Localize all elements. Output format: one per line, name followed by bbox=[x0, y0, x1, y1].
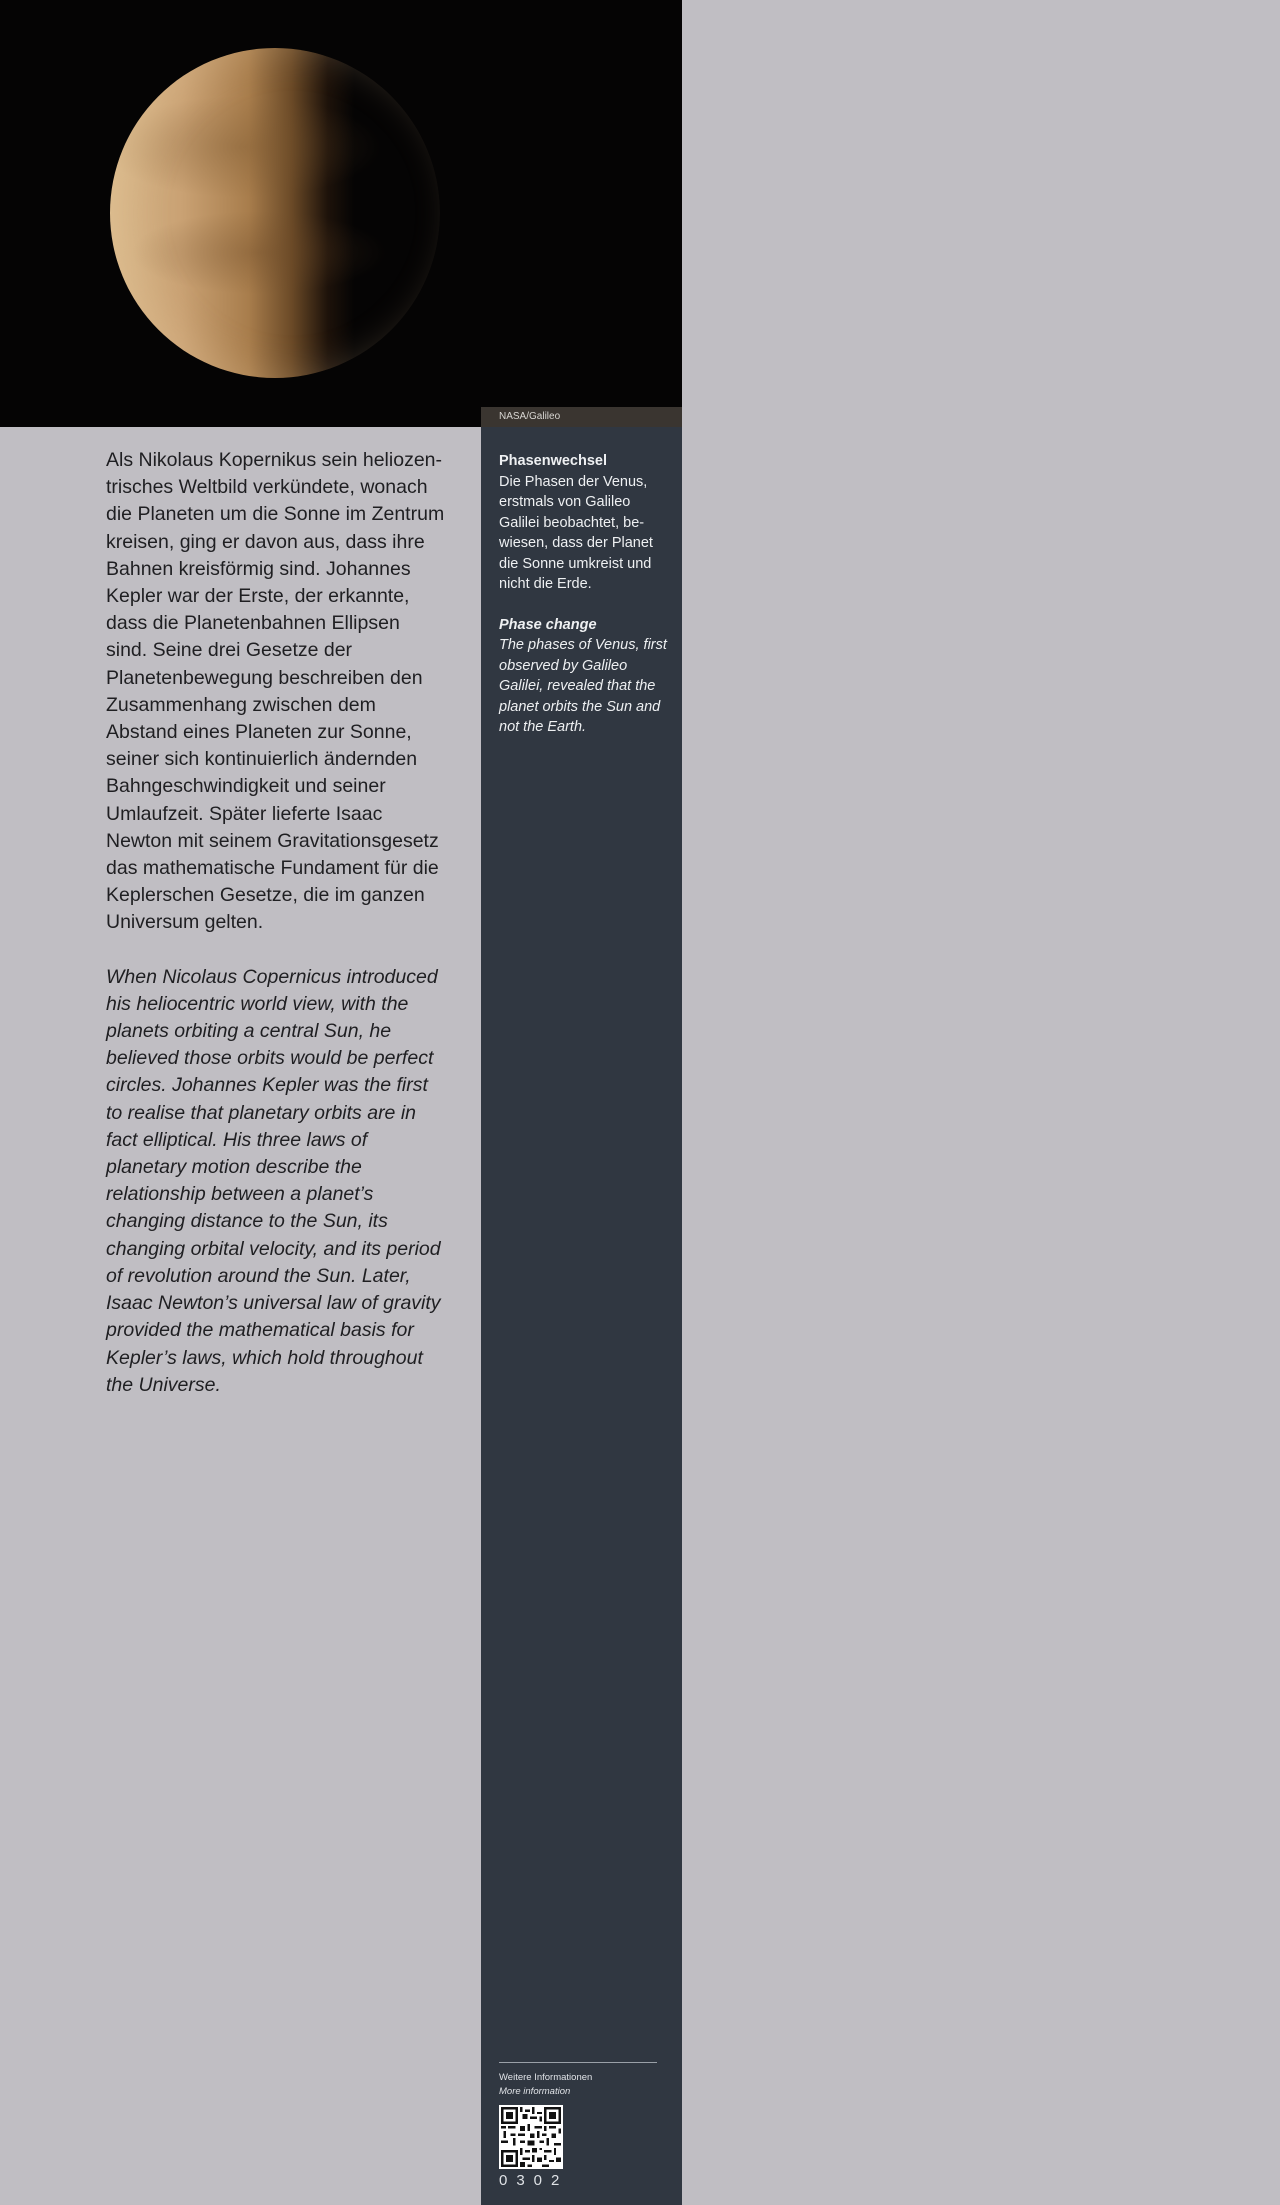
main-text-en: When Nicolaus Copernicus introduced his heliocentric world view, with the planets orbiting a central Sun, he believed those orbits would be perfect circles. Johannes Kepler was the first to realise that planetary orbits are in fact elliptical. His three laws of planetary motion describe the relationship between a planet’s changing distance to the Sun, its changing orbital velocity, and its period of revolution around the Sun. Later, Isaac Newton’s universal law of gravity provided the mathematical basis for Kepler’s laws, which hold throughout the Universe. bbox=[106, 965, 441, 1396]
more-info-label-de: Weitere Informationen bbox=[499, 2072, 593, 2083]
more-info-code: 0302 bbox=[499, 2172, 569, 2189]
caption-title-de: Phasenwechsel bbox=[499, 453, 607, 469]
main-text-de: Als Nikolaus Kopernikus sein heliozentrisches Weltbild verkündete, wonach die Planeten um die Sonne im Zentrum kreisen, ging er davon aus, dass ihre Bahnen kreisförmig sind. Johannes Kepler war der Erste, der erkannte, dass die Planetenbahnen Ellipsen sind. Seine drei Gesetze der Planetenbewegung beschreiben den Zusammenhang zwischen dem Abstand eines Planeten zur Sonne, seiner sich kontinuierlich ändernden Bahngeschwindigkeit und seiner Umlaufzeit. Später lieferte Isaac Newton mit seinem Gravitationsgesetz das mathematische Fundament für die Keplerschen Gesetze, die im ganzen Universum gelten. bbox=[106, 449, 445, 934]
caption-title-en: Phase change bbox=[499, 616, 597, 633]
divider bbox=[499, 2062, 657, 2063]
venus-image bbox=[0, 0, 682, 427]
main-text bbox=[106, 447, 446, 1399]
image-caption bbox=[499, 451, 667, 738]
sidebar bbox=[481, 427, 682, 2205]
caption-text-en: The phases of Venus, first observed by Galileo Galilei, revealed that the planet orbits the Sun and not the Earth. bbox=[499, 637, 667, 735]
qr-code-icon[interactable] bbox=[499, 2105, 563, 2169]
caption-text-de: Die Phasen der Venus, erstmals von Galileo Galilei beobachtet, bewiesen, dass der Planet die Sonne umkreist und nicht die Erde. bbox=[499, 473, 653, 592]
more-info-label-en: More information bbox=[499, 2086, 571, 2097]
venus-planet bbox=[110, 48, 440, 378]
more-information bbox=[499, 2062, 657, 2189]
image-credit: NASA/Galileo bbox=[481, 407, 682, 427]
